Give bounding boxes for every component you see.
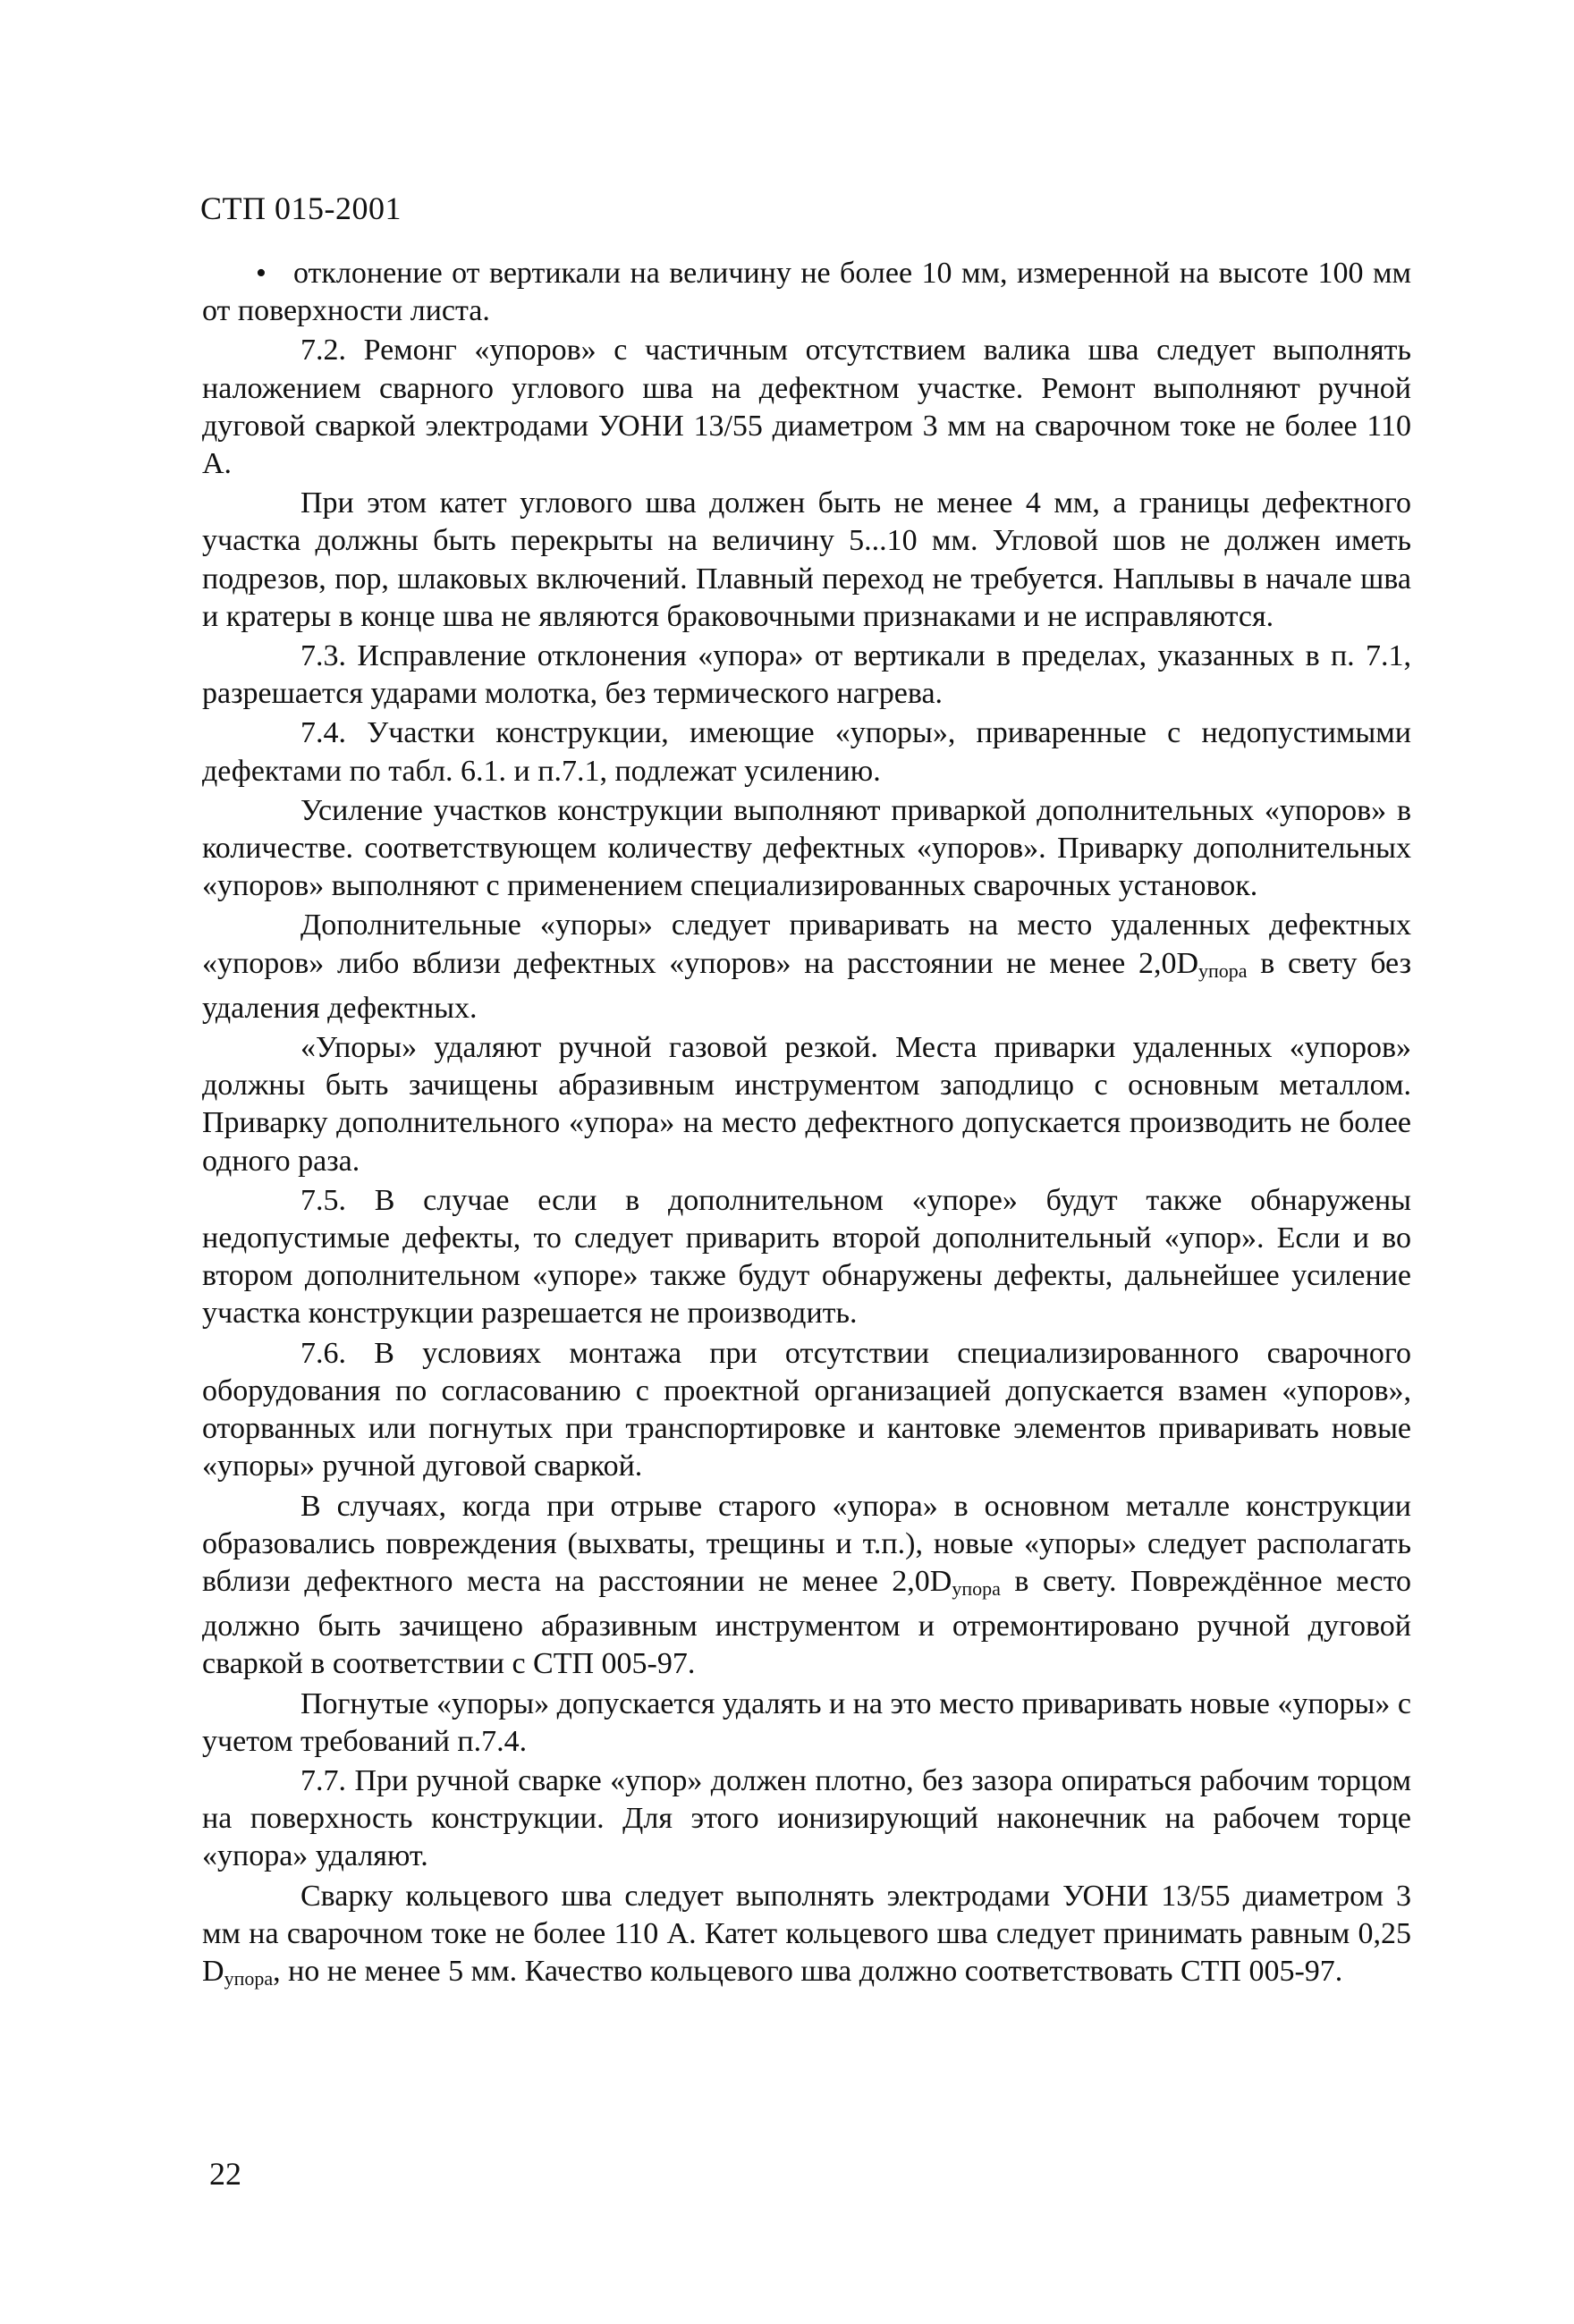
document-code-header: СТП 015-2001: [200, 190, 402, 226]
paragraph-additional-studs: [202, 907, 1411, 1027]
paragraph-bent-studs: Погнутые «упоры» допускается удалять и на это место приваривать новые «упоры» с учетом требований п.7.4.: [202, 1686, 1411, 1758]
paragraph-weld-requirements: При этом катет углового шва должен быть не менее 4 мм, а границы дефектного участка должны быть перекрыты на величину 5...10 мм. Угловой шов не должен иметь подрезов, пор, шлаковых включений. Плавный переход не требуется. Наплывы в начале шва и кратеры в конце шва не являются браковочными признаками и не исправляются.: [202, 486, 1411, 633]
bullet-text: отклонение от вертикали на величину не более 10 мм, измеренной на высоте 100 мм от поверхности листа.: [202, 257, 1411, 328]
subscript-upor: упора: [952, 1576, 1001, 1600]
paragraph-ring-weld: [202, 1878, 1411, 1999]
subscript-upor: упора: [1198, 959, 1248, 982]
paragraph-7-6: 7.6. В условиях монтажа при отсутствии специализированного сварочного оборудования по согласованию с проектной организацией допускается взамен «упоров», оторванных или погнутых при транспортировке и кантовке элементов приваривать новые «упоры» ручной дуговой сваркой.: [202, 1336, 1411, 1483]
bullet-paragraph: [202, 255, 1411, 330]
paragraph-7-5: 7.5. В случае если в дополнительном «упоре» будут также обнаружены недопустимые дефекты, то следует приварить второй дополнительный «упор». Если и во втором дополнительном «упоре» также будут обнаружены дефекты, дальнейшее усиление участка конструкции разрешается не производить.: [202, 1183, 1411, 1331]
page-number: 22: [209, 2156, 241, 2192]
paragraph-text: Сварку кольцевого шва следует выполнять электродами УОНИ 13/55 диаметром 3 мм на сварочном токе не более 110 А. Катет кольцевого шва следует принимать равным 0,25 D: [202, 1879, 1411, 1988]
paragraph-text: Дополнительные «упоры» следует приваривать на место удаленных дефектных «упоров» либо вблизи дефектных «упоров» на расстоянии не менее 2,0D: [202, 908, 1411, 980]
paragraph-stud-removal: «Упоры» удаляют ручной газовой резкой. Места приварки удаленных «упоров» должны быть зачищены абразивным инструментом заподлицо с основным металлом. Приварку дополнительного «упора» на место дефектного допускается производить не более одного раза.: [202, 1031, 1411, 1178]
paragraph-damage-cases: [202, 1488, 1411, 1684]
paragraph-7-3: 7.3. Исправление отклонения «упора» от вертикали в пределах, указанных в п. 7.1, разрешается ударами молотка, без термического нагрева.: [202, 639, 1411, 711]
paragraph-7-7: 7.7. При ручной сварке «упор» должен плотно, без зазора опираться рабочим торцом на поверхность конструкции. Для этого ионизирующий наконечник на рабочем торце «упора» удаляют.: [202, 1763, 1411, 1873]
paragraph-text: в свету без удаления дефектных.: [202, 946, 1411, 1025]
paragraph-7-4: 7.4. Участки конструкции, имеющие «упоры», приваренные с недопустимыми дефектами по табл. 6.1. и п.7.1, подлежат усилению.: [202, 716, 1411, 788]
paragraph-reinforcement: Усиление участков конструкции выполняют приваркой дополнительных «упоров» в количестве. соответствующем количеству дефектных «упоров». Приварку дополнительных «упоров» выполняют с применением специализированных сварочных установок.: [202, 793, 1411, 903]
document-body: [202, 255, 1411, 1999]
paragraph-text: , но не менее 5 мм. Качество кольцевого шва должно соответствовать СТП 005-97.: [273, 1954, 1343, 1988]
subscript-upor: упора: [224, 1966, 274, 1990]
bullet-icon: •: [256, 257, 267, 290]
paragraph-7-2: 7.2. Ремонг «упоров» с частичным отсутствием валика шва следует выполнять наложением сварного углового шва на дефектном участке. Ремонт выполняют ручной дуговой сваркой электродами УОНИ 13/55 диаметром 3 мм на сварочном токе не более 110 А.: [202, 334, 1411, 481]
paragraph-text: в свету. Повреждённое место должно быть зачищено абразивным инструментом и отремонтировано ручной дуговой сваркой в соответствии с СТП 005-97.: [202, 1564, 1411, 1681]
paragraph-text: В случаях, когда при отрыве старого «упора» в основном металле конструкции образовались повреждения (выхваты, трещины и т.п.), новые «упоры» следует располагать вблизи дефектного места на расстоянии не менее 2,0D: [202, 1489, 1411, 1598]
